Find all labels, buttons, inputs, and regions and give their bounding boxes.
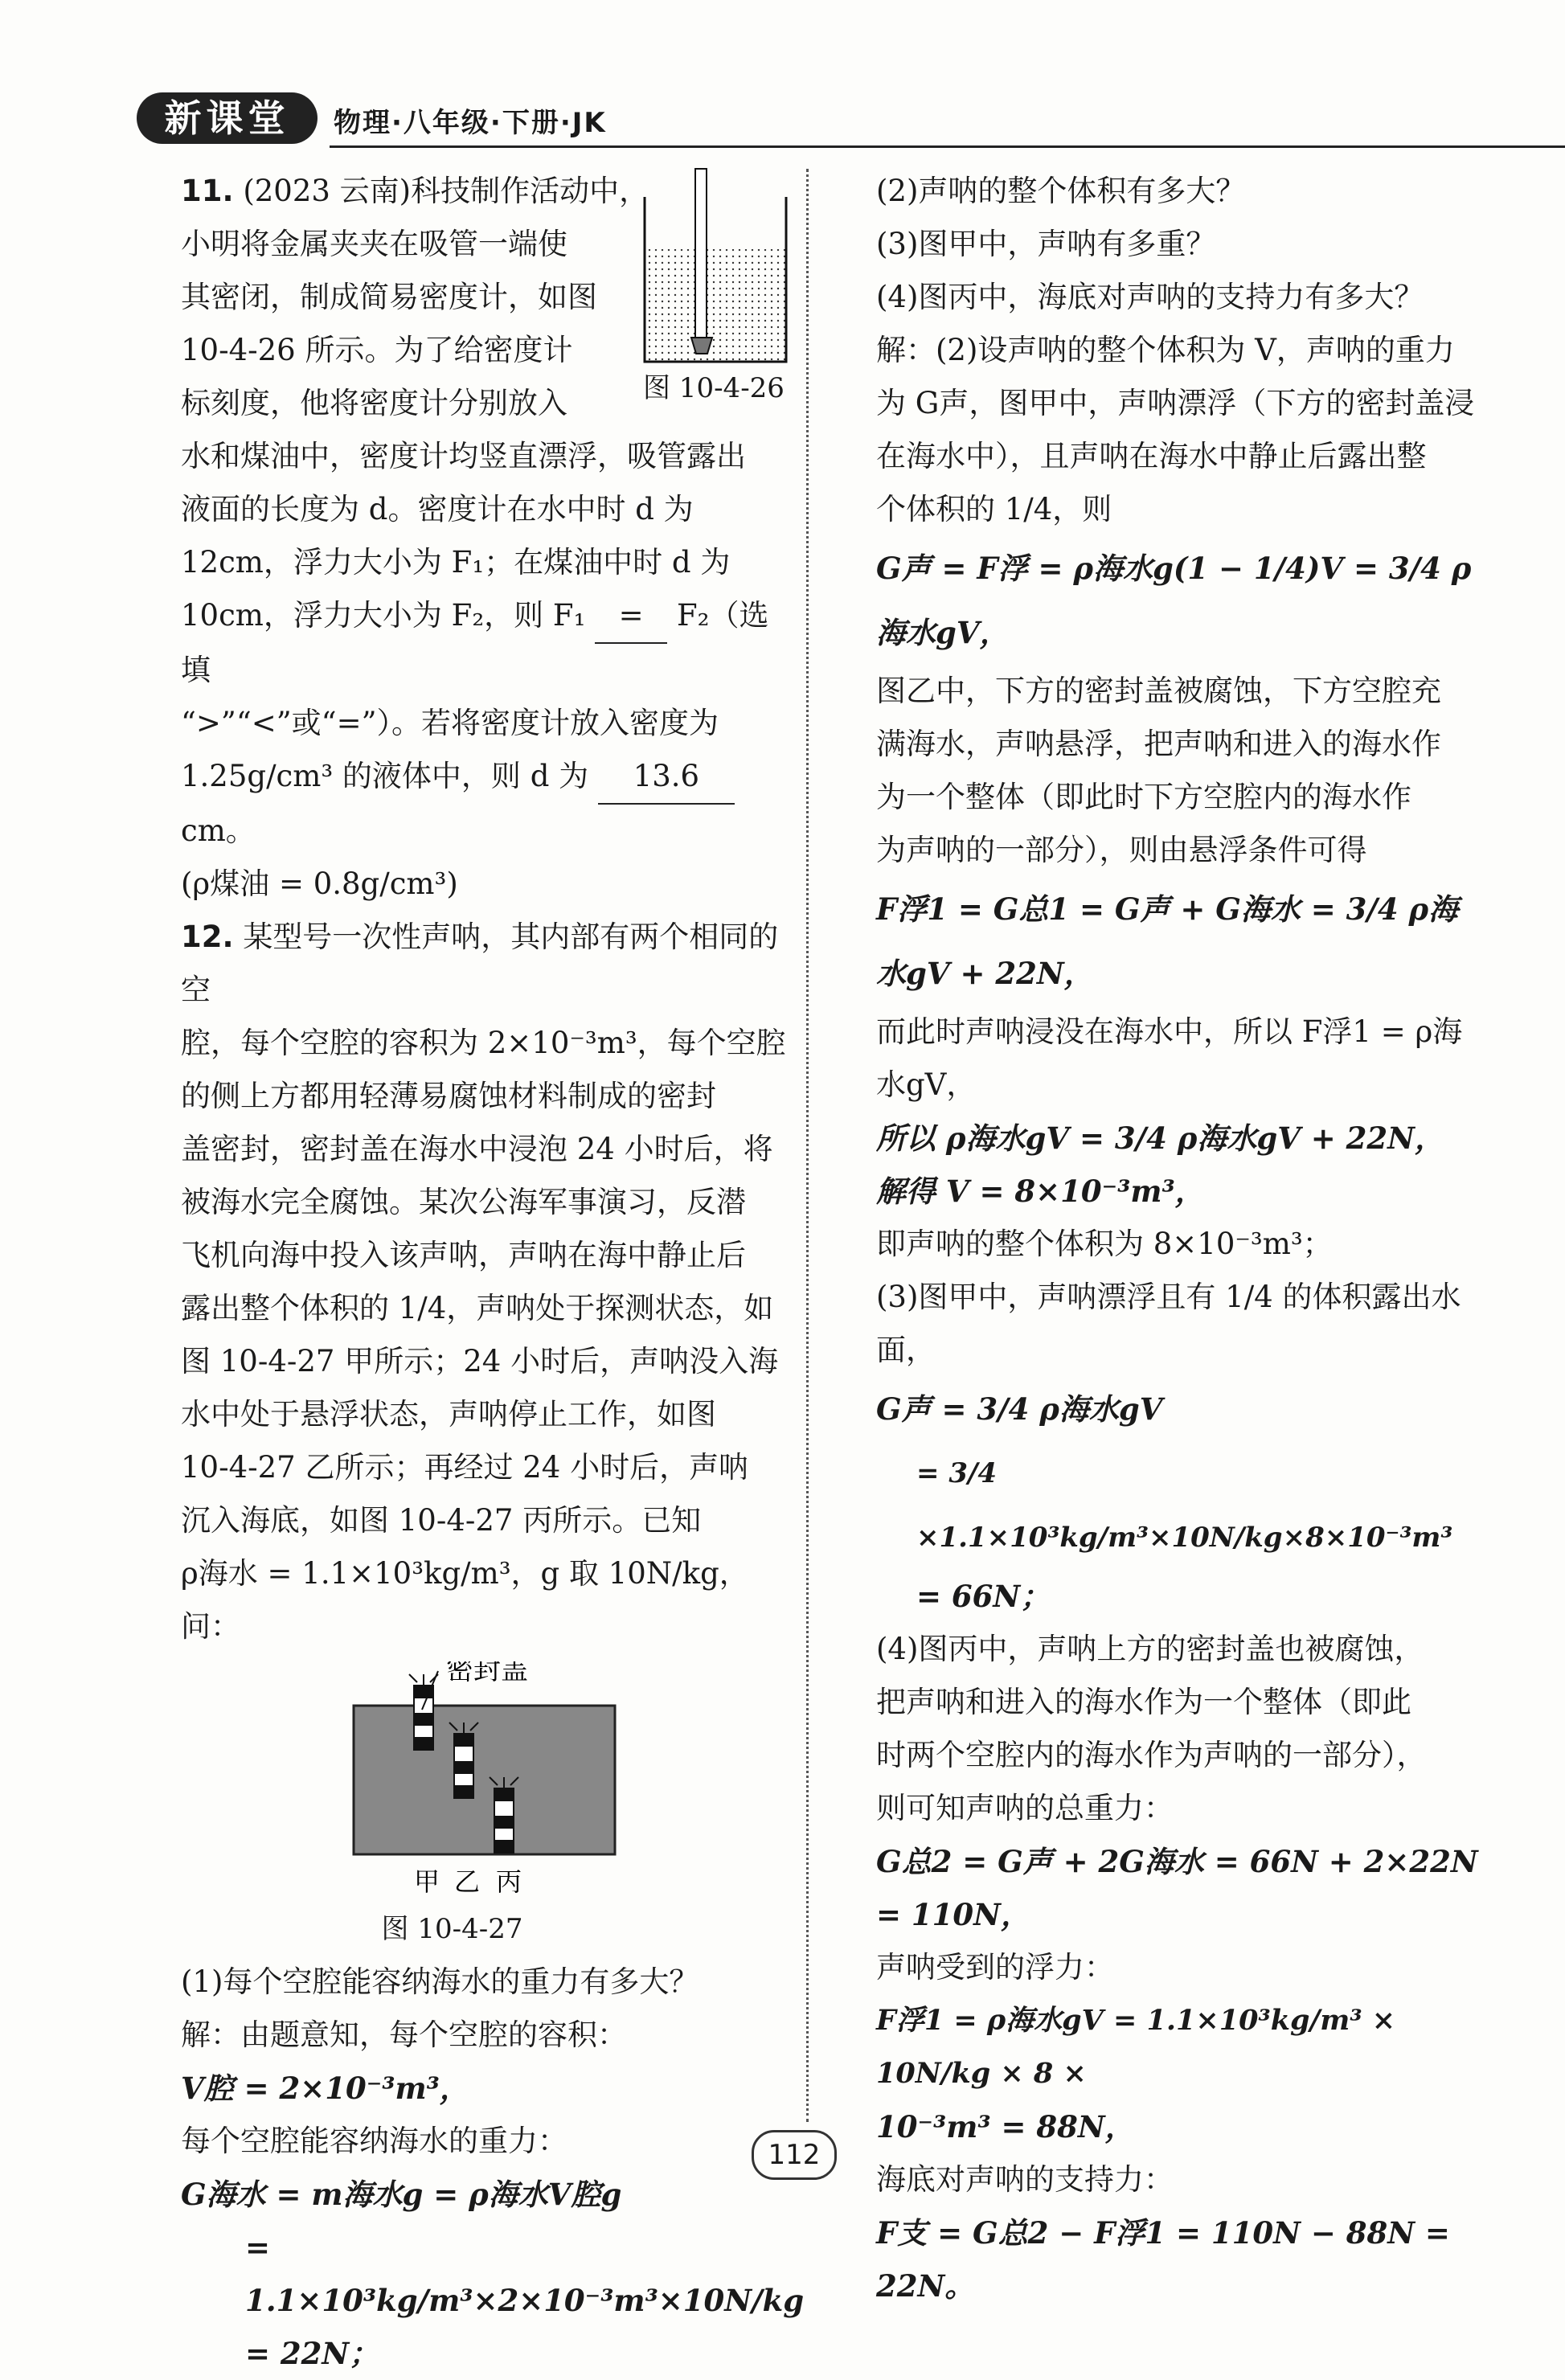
right-line-13: F浮1 = G总1 = G声 + G海水 = 3/4 ρ海水gV + 22N， — [876, 891, 1459, 991]
liquid — [645, 249, 786, 362]
book-title: 物理·八年级·下册·JK — [334, 107, 607, 139]
right-line-27: 声呐受到的浮力： — [876, 1950, 1114, 1985]
density-meter-figure — [635, 165, 796, 366]
figure-10-4-27 — [181, 1661, 788, 1903]
q11-line-11: 1.25g/cm³ 的液体中，则 d 为 13.6 cm。 — [181, 750, 788, 858]
figure-26-caption: 图 10-4-26 — [643, 372, 785, 404]
right-column — [876, 165, 1483, 2312]
right-line-18: (3)图甲中，声呐漂浮且有 1/4 的体积露出水面， — [876, 1280, 1461, 1367]
q11-line-8: 12cm，浮力大小为 F₁；在煤油中时 d 为 — [181, 545, 731, 580]
sol1-line-4: G海水 = m海水g = ρ海水V腔g — [181, 2177, 622, 2212]
q11-line-3: 其密闭，制成简易密度计，如图 — [181, 280, 597, 314]
figure-27-caption: 图 10-4-27 — [381, 1913, 523, 1945]
right-line-17: 即声呐的整个体积为 8×10⁻³m³； — [876, 1227, 1333, 1261]
q11-line-9: 10cm，浮力大小为 F₂，则 F₁ = F₂（选填 — [181, 589, 788, 697]
right-line-7: 个体积的 1/4，则 — [876, 492, 1112, 526]
q11-number: 11. — [181, 174, 234, 208]
q12-line-7: 露出整个体积的 1/4，声呐处于探测状态，如 — [181, 1291, 774, 1325]
q11-line-10: “>”“<”或“=”）。若将密度计放入密度为 — [181, 706, 719, 740]
label-a: 甲 — [414, 1866, 440, 1897]
q12-sub1: (1)每个空腔能容纳海水的重力有多大？ — [181, 1964, 699, 1999]
right-line-22: (4)图丙中，声呐上方的密封盖也被腐蚀， — [876, 1632, 1424, 1666]
right-line-8: G声 = F浮 = ρ海水g(1 − 1/4)V = 3/4 ρ海水gV， — [876, 551, 1472, 650]
right-line-23: 把声呐和进入的海水作为一个整体（即此 — [876, 1685, 1411, 1719]
label-b: 乙 — [454, 1866, 481, 1897]
right-line-15: 所以 ρ海水gV = 3/4 ρ海水gV + 22N， — [876, 1120, 1444, 1156]
q12-line-11: 沉入海底，如图 10-4-27 丙所示。已知 — [181, 1503, 702, 1538]
header-rule — [330, 145, 1565, 148]
q11-line-6: 水和煤油中，密度计均竖直漂浮，吸管露出 — [181, 439, 746, 473]
sol1-line-3: 每个空腔能容纳海水的重力： — [181, 2124, 567, 2158]
sol1-line-5: = 1.1×10³kg/m³×2×10⁻³m³×10N/kg — [245, 2230, 805, 2318]
sol1-line-6: = 22N； — [245, 2336, 379, 2371]
right-line-19: G声 = 3/4 ρ海水gV — [876, 1391, 1163, 1427]
q11-line-5: 标刻度，他将密度计分别放入 — [181, 386, 567, 420]
series-logo: 新课堂 — [137, 92, 318, 144]
page-header — [137, 92, 1487, 149]
right-line-31: F支 = G总2 − F浮1 = 110N − 88N = 22N。 — [876, 2215, 1450, 2304]
right-line-29: 10⁻³m³ = 88N， — [876, 2109, 1135, 2144]
answer-blank-1[interactable]: = — [595, 589, 667, 644]
sea-water-box — [354, 1706, 615, 1854]
label-cover: 密封盖 — [446, 1661, 528, 1686]
right-line-30: 海底对声呐的支持力： — [876, 2162, 1174, 2197]
right-line-28: F浮1 = ρ海水gV = 1.1×10³kg/m³ × 10N/kg × 8 × — [876, 2004, 1396, 2090]
right-line-24: 时两个空腔内的海水作为声呐的一部分）， — [876, 1738, 1427, 1772]
q12-line-4: 盖密封，密封盖在海水中浸泡 24 小时后，将 — [181, 1132, 773, 1166]
right-line-4: 解：(2)设声呐的整个体积为 V，声呐的重力 — [876, 333, 1455, 367]
right-line-21: = 66N； — [916, 1579, 1051, 1614]
right-line-11: 为一个整体（即此时下方空腔内的海水作 — [876, 780, 1411, 814]
q11-line-2: 小明将金属夹夹在吸管一端使 — [181, 227, 567, 261]
label-c: 丙 — [496, 1866, 522, 1897]
right-line-9: 图乙中，下方的密封盖被腐蚀，下方空腔充 — [876, 674, 1441, 708]
q12-line-12: ρ海水 = 1.1×10³kg/m³，g 取 10N/kg，问： — [181, 1556, 749, 1644]
q12-line-2: 腔，每个空腔的容积为 2×10⁻³m³，每个空腔 — [181, 1026, 786, 1060]
straw — [695, 169, 707, 342]
sol1-line-2: V腔 = 2×10⁻³m³， — [181, 2071, 469, 2106]
sonar-c — [490, 1777, 518, 1853]
q11-note: (ρ煤油 = 0.8g/cm³) — [181, 866, 458, 901]
column-divider — [806, 169, 809, 2122]
q11-line-7: 液面的长度为 d。密度计在水中时 d 为 — [181, 492, 694, 526]
sonar-a — [409, 1674, 438, 1750]
right-line-10: 满海水，声呐悬浮，把声呐和进入的海水作 — [876, 727, 1441, 761]
q12-line-5: 被海水完全腐蚀。某次公海军事演习，反潜 — [181, 1185, 746, 1219]
right-line-16: 解得 V = 8×10⁻³m³， — [876, 1174, 1205, 1209]
left-column — [181, 165, 805, 2380]
page-number: 112 — [752, 2130, 837, 2180]
sonar-figure — [181, 1661, 788, 1903]
q11-line-4: 10-4-26 所示。为了给密度计 — [181, 333, 573, 367]
right-line-25: 则可知声呐的总重力： — [876, 1791, 1174, 1825]
q12-line-1: 12. 某型号一次性声呐，其内部有两个相同的空 — [181, 920, 779, 1007]
right-line-6: 在海水中），且声呐在海水中静止后露出整 — [876, 439, 1427, 473]
q11-line-1: 11. (2023 云南)科技制作活动中， — [181, 174, 649, 208]
right-line-20: = 3/4 ×1.1×10³kg/m³×10N/kg×8×10⁻³m³ — [916, 1457, 1453, 1554]
q12-number: 12. — [181, 920, 234, 954]
sonar-b — [449, 1723, 478, 1798]
q12-line-6: 飞机向海中投入该声呐，声呐在海中静止后 — [181, 1238, 746, 1272]
right-line-5: 为 G声，图甲中，声呐漂浮（下方的密封盖浸 — [876, 386, 1475, 420]
q12-line-10: 10-4-27 乙所示；再经过 24 小时后，声呐 — [181, 1450, 749, 1485]
right-line-3: (4)图丙中，海底对声呐的支持力有多大？ — [876, 280, 1424, 314]
figure-10-4-26 — [635, 165, 796, 404]
right-line-12: 为声呐的一部分），则由悬浮条件可得 — [876, 833, 1367, 867]
right-line-2: (3)图甲中，声呐有多重？ — [876, 227, 1216, 261]
right-line-1: (2)声呐的整个体积有多大？ — [876, 174, 1246, 208]
q12-line-9: 水中处于悬浮状态，声呐停止工作，如图 — [181, 1397, 716, 1432]
answer-blank-2[interactable]: 13.6 — [598, 750, 735, 805]
right-line-14: 而此时声呐浸没在海水中，所以 F浮1 = ρ海水gV， — [876, 1014, 1463, 1102]
right-line-26: G总2 = G声 + 2G海水 = 66N + 2×22N = 110N， — [876, 1844, 1478, 1932]
sol1-line-1: 解：由题意知，每个空腔的容积： — [181, 2017, 627, 2052]
q12-line-3: 的侧上方都用轻薄易腐蚀材料制成的密封 — [181, 1079, 716, 1113]
q12-line-8: 图 10-4-27 甲所示；24 小时后，声呐没入海 — [181, 1344, 779, 1378]
